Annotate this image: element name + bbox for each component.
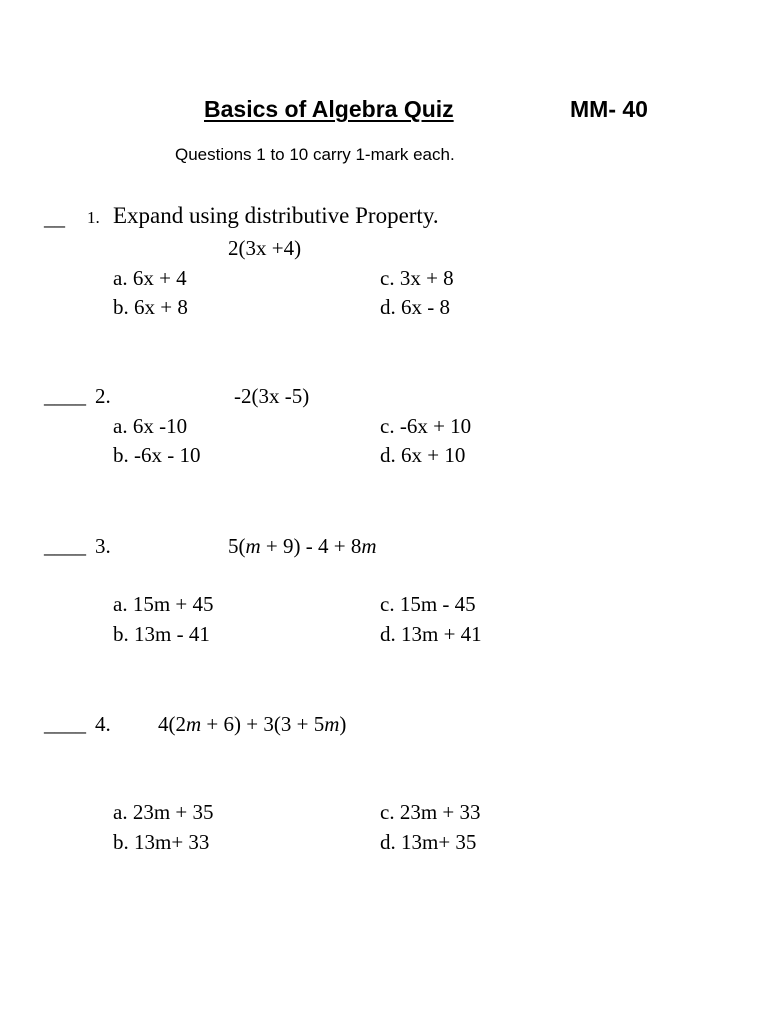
q2-option-b: b. -6x - 10 [113,443,201,467]
q4-number: 4. [95,712,111,736]
q2-option-a: a. 6x -10 [113,414,188,438]
q3-expr-part: + 9) - 4 + 8 [260,534,362,558]
q2-option-d: d. 6x + 10 [380,443,466,467]
q4-expr-part: + 6) + 3(3 + 5 [201,712,325,736]
q1-number: 1. [87,208,100,227]
q4-expr-part: ) [339,712,347,736]
q2-number: 2. [95,384,111,408]
instructions: Questions 1 to 10 carry 1-mark each. [175,145,455,164]
q1-answer-blank: __ [44,206,65,230]
q2-expression: -2(3x -5) [234,384,310,408]
q1-prompt: Expand using distributive Property. [113,203,439,228]
q4-option-a: a. 23m + 35 [113,800,214,824]
q3-number: 3. [95,534,111,558]
q4-answer-blank: ____ [44,712,86,736]
q3-answer-blank: ____ [44,534,86,558]
q2-answer-blank: ____ [44,384,86,408]
q3-expr-var: m [245,534,261,558]
q1-option-d: d. 6x - 8 [380,295,450,319]
q2-option-c: c. -6x + 10 [380,414,472,438]
q4-option-c: c. 23m + 33 [380,800,481,824]
q3-option-b: b. 13m - 41 [113,622,210,646]
q3-expr-part: 5( [228,534,246,558]
q3-expression [228,531,377,561]
q3-option-d: d. 13m + 41 [380,622,482,646]
quiz-title: Basics of Algebra Quiz [204,96,454,122]
q4-option-b: b. 13m+ 33 [113,830,210,854]
q4-option-d: d. 13m+ 35 [380,830,477,854]
q1-option-b: b. 6x + 8 [113,295,188,319]
q3-option-a: a. 15m + 45 [113,592,214,616]
q4-expr-var: m [186,712,202,736]
q3-option-c: c. 15m - 45 [380,592,476,616]
quiz-code: MM- 40 [570,96,648,122]
q3-expr-var: m [361,534,377,558]
q4-expression [158,709,346,739]
q4-expr-var: m [324,712,340,736]
q1-option-c: c. 3x + 8 [380,266,454,290]
q1-option-a: a. 6x + 4 [113,266,187,290]
q1-expression: 2(3x +4) [228,236,302,260]
q4-expr-part: 4(2 [158,712,186,736]
